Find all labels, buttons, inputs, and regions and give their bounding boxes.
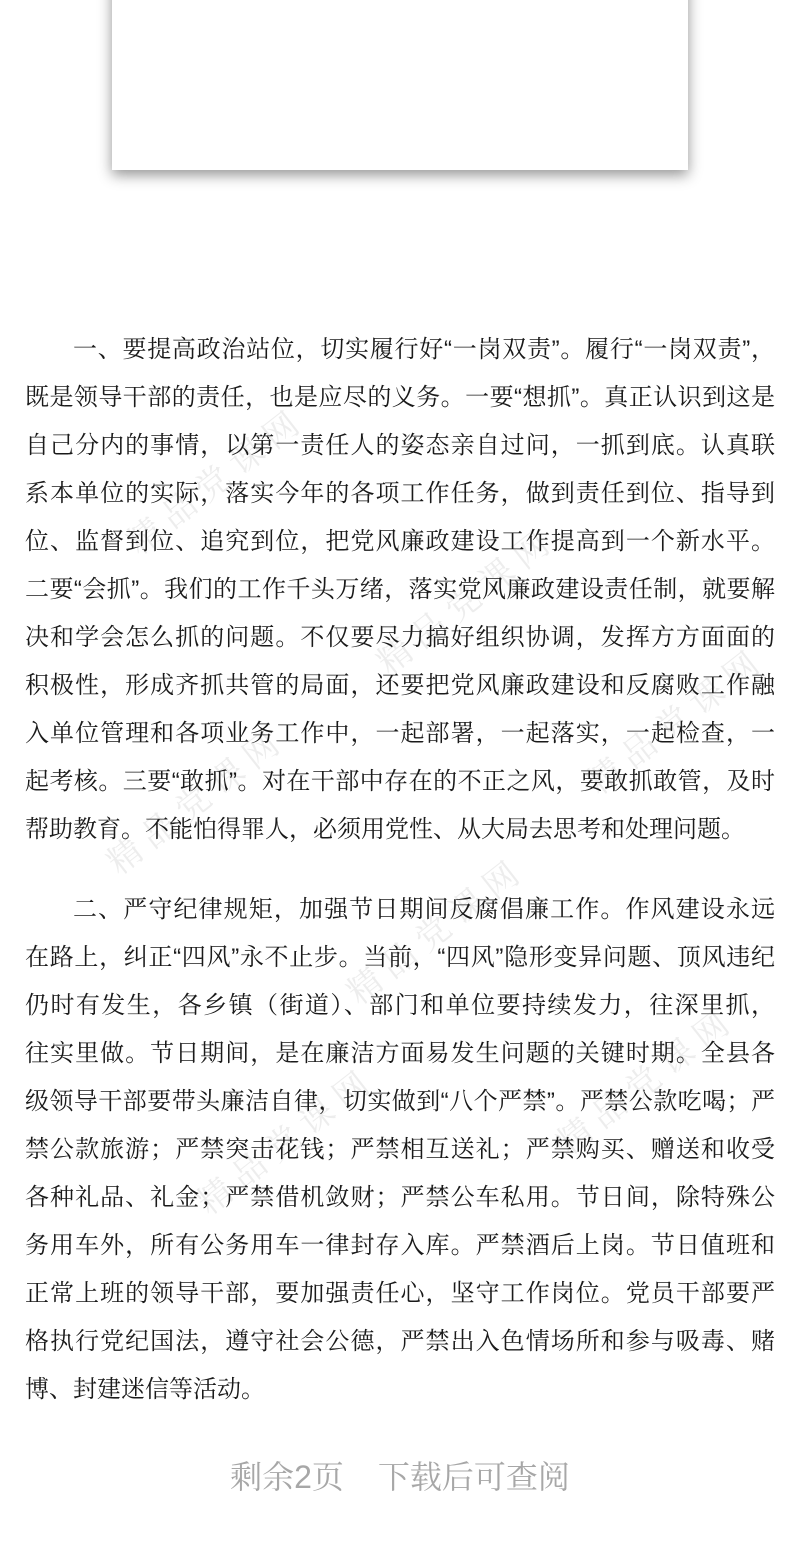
document-body (25, 326, 775, 1414)
text-line: 积极性，形成齐抓共管的局面，还要把党风廉政建设和反腐败工作融 (25, 672, 775, 699)
text-line: 一、要提高政治站位，切实履行好“一岗双责”。履行“一岗双责”， (73, 336, 775, 363)
watermark-text: 精品党课网 (100, 719, 294, 883)
watermark-text: 精品党课网 (340, 849, 534, 1013)
text-line: 格执行党纪国法，遵守社会公德，严禁出入色情场所和参与吸毒、赌 (25, 1328, 775, 1355)
watermark-text: 精品党课网 (120, 399, 314, 563)
text-line: 自己分内的事情，以第一责任人的姿态亲自过问，一抓到底。认真联 (25, 432, 775, 459)
text-line: 往实里做。节日期间，是在廉洁方面易发生问题的关键时期。全县各 (25, 1040, 775, 1067)
watermark-text: 精品党课网 (370, 519, 564, 683)
text-line: 仍时有发生，各乡镇（街道）、部门和单位要持续发力，往深里抓， (25, 992, 775, 1019)
text-line: 决和学会怎么抓的问题。不仅要尽力搞好组织协调，发挥方方面面的 (25, 624, 775, 651)
text-line: 务用车外，所有公务用车一律封存入库。严禁酒后上岗。节日值班和 (25, 1232, 775, 1259)
text-line: 二、严守纪律规矩，加强节日期间反腐倡廉工作。作风建设永远 (73, 896, 775, 923)
watermark-text: 精品党课网 (550, 999, 744, 1163)
text-line: 博、封建迷信等活动。 (25, 1376, 265, 1403)
text-line: 正常上班的领导干部，要加强责任心，坚守工作岗位。党员干部要严 (25, 1280, 775, 1307)
text-line: 各种礼品、礼金；严禁借机敛财；严禁公车私用。节日间，除特殊公 (25, 1184, 775, 1211)
text-line: 起考核。三要“敢抓”。对在干部中存在的不正之风，要敢抓敢管，及时 (25, 768, 775, 795)
watermark-text: 精品党课网 (190, 1059, 384, 1223)
text-line: 系本单位的实际，落实今年的各项工作任务，做到责任到位、指导到 (25, 480, 775, 507)
text-line: 帮助教育。不能怕得罪人，必须用党性、从大局去思考和处理问题。 (25, 816, 745, 843)
remaining-pages-notice (0, 1452, 800, 1498)
text-line: 位、监督到位、追究到位，把党风廉政建设工作提高到一个新水平。 (25, 528, 775, 555)
previous-page-preview (112, 0, 688, 170)
text-line: 二要“会抓”。我们的工作千头万绪，落实党风廉政建设责任制，就要解 (25, 576, 775, 603)
text-line: 禁公款旅游；严禁突击花钱；严禁相互送礼；严禁购买、赠送和收受 (25, 1136, 775, 1163)
text-line: 既是领导干部的责任，也是应尽的义务。一要“想抓”。真正认识到这是 (25, 384, 775, 411)
watermark-text: 精品党课网 (580, 639, 774, 803)
text-line: 在路上，纠正“四风”永不止步。当前，“四风”隐形变异问题、顶风违纪 (25, 944, 775, 971)
remaining-pages-label: 剩余2页 (230, 1459, 344, 1495)
paragraph (25, 326, 775, 854)
text-line: 级领导干部要带头廉洁自律，切实做到“八个严禁”。严禁公款吃喝；严 (25, 1088, 775, 1115)
paragraph (25, 886, 775, 1414)
text-line: 入单位管理和各项业务工作中，一起部署，一起落实，一起检查，一 (25, 720, 775, 747)
download-to-view-label: 下载后可查阅 (377, 1459, 570, 1495)
